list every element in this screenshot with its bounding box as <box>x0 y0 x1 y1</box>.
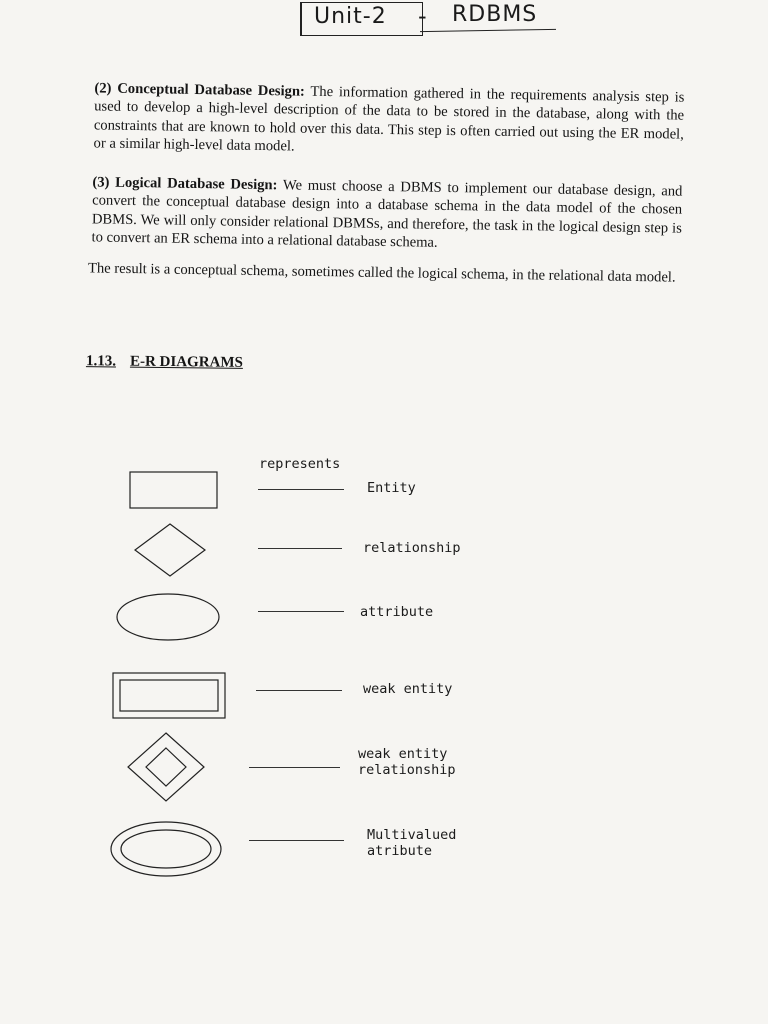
connector-line <box>258 489 344 490</box>
paragraph-body: The result is a conceptual schema, sometimes called the logical schema, in the relational data model. <box>87 260 676 286</box>
paragraph-body: We must choose a DBMS to implement our database design, and convert the conceptual database design into a database schema in the data model of the chosen DBMS. We will only consider relational DBMSs, and therefore, the task in the logical design step is to convert an ER schema into a relational database schema. <box>91 177 683 251</box>
paragraph-lead: (3) Logical Database Design: <box>92 174 278 194</box>
rectangle-icon <box>130 472 217 508</box>
title-dash: - <box>418 2 427 30</box>
relationship-label: relationship <box>363 540 461 556</box>
connector-line <box>256 690 342 691</box>
connector-line <box>258 548 342 549</box>
double-ellipse-icon <box>111 822 221 876</box>
diamond-icon <box>135 524 205 576</box>
entity-label: Entity <box>367 480 416 496</box>
connector-line <box>249 767 340 768</box>
section-number: 1.13. <box>85 353 117 370</box>
represents-label: represents <box>259 456 341 472</box>
paragraph-lead: (2) Conceptual Database Design: <box>94 80 305 100</box>
weak-entity-relationship-label: weak entity relationship <box>358 746 456 778</box>
section-title: E-R DIAGRAMS <box>129 353 244 371</box>
ellipse-icon <box>117 594 219 640</box>
connector-line <box>249 840 344 841</box>
weak-entity-label: weak entity <box>363 681 453 697</box>
connector-line <box>258 611 344 612</box>
multivalued-attribute-label: Multivalued atribute <box>367 827 457 859</box>
attribute-label: attribute <box>360 604 434 620</box>
unit-label: Unit-2 <box>314 4 387 29</box>
double-diamond-icon <box>128 733 204 801</box>
double-rectangle-icon <box>113 673 225 718</box>
subject-label: RDBMS <box>452 2 538 27</box>
paragraph-body: The information gathered in the requirements analysis step is used to develop a high-level description of the data to be stored in the database, along with the constraints that are known to hold over this data. This step is often carried out using the ER model, or a similar high-level data model. <box>93 83 685 155</box>
